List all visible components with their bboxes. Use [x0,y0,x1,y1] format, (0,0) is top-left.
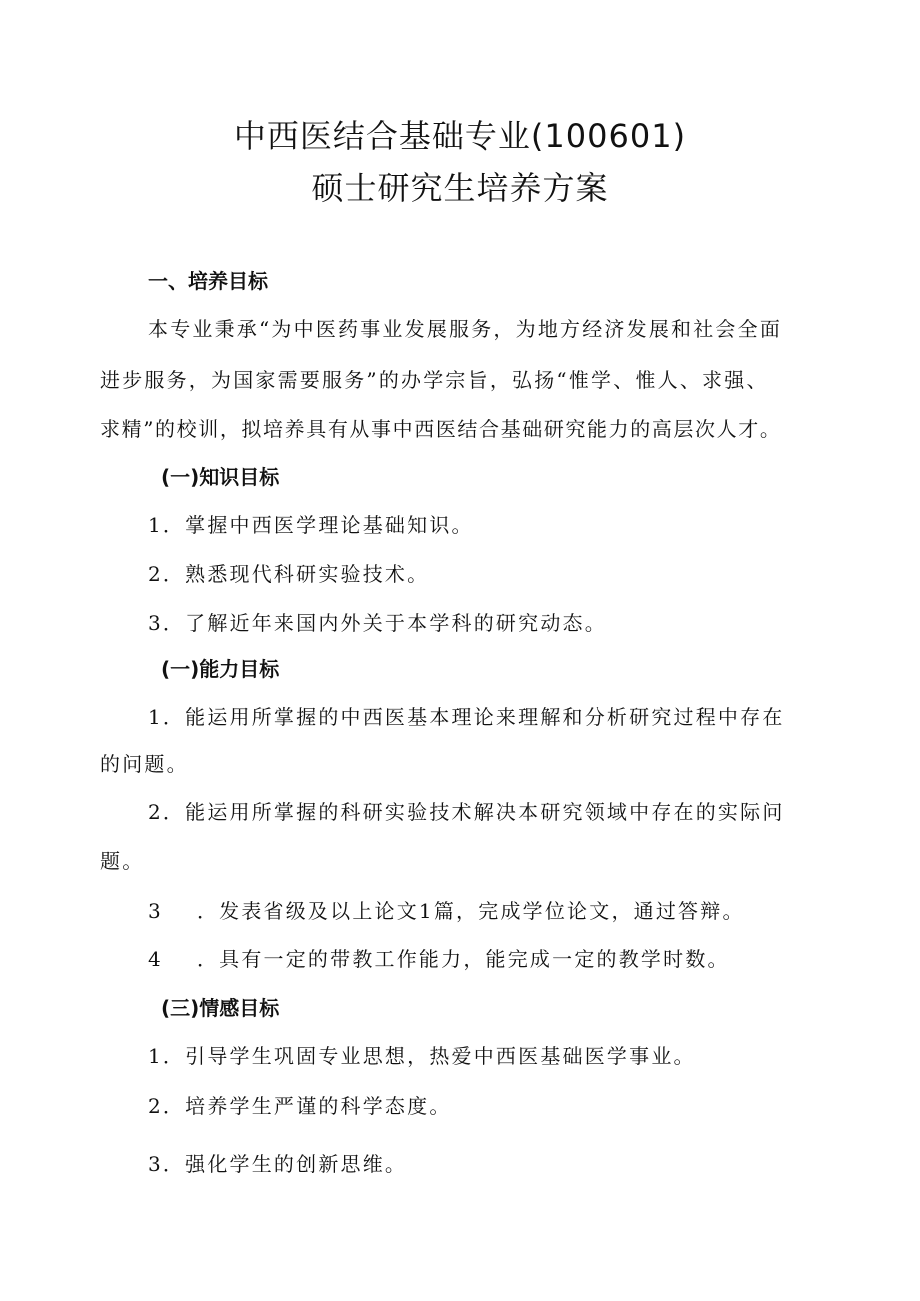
intro-paragraph-line: 求精”的校训，拟培养具有从事中西医结合基础研究能力的高层次人才。 [100,417,782,441]
intro-paragraph-line: 进步服务，为国家需要服务”的办学宗旨，弘扬“惟学、惟人、求强、 [100,368,769,392]
knowledge-item: 2．熟悉现代科研实验技术。 [148,562,430,586]
ability-item-line: 的问题。 [100,752,189,776]
emotion-item: 3．强化学生的创新思维。 [148,1152,408,1176]
ability-item-text: ．发表省级及以上论文1篇，完成学位论文，通过答辩。 [196,899,745,923]
emotion-item: 2．培养学生严谨的科学态度。 [148,1094,452,1118]
emotion-item: 1．引导学生巩固专业思想，热爱中西医基础医学事业。 [148,1044,696,1068]
subheading-ability-goals: (一)能力目标 [161,657,280,681]
knowledge-item: 3．了解近年来国内外关于本学科的研究动态。 [148,611,607,635]
ability-item-line: 1．能运用所掌握的中西医基本理论来理解和分析研究过程中存在 [148,705,785,729]
subheading-emotion-goals: (三)情感目标 [161,996,280,1020]
ability-item-4 [148,945,730,973]
intro-paragraph-line: 本专业秉承“为中医药事业发展服务，为地方经济发展和社会全面 [148,317,783,341]
ability-item-3 [148,897,745,925]
knowledge-item: 1．掌握中西医学理论基础知识。 [148,513,474,537]
document-title-line-1: 中西医结合基础专业(100601) [233,117,687,155]
subheading-knowledge-goals: (一)知识目标 [161,465,280,489]
ability-item-line: 2．能运用所掌握的科研实验技术解决本研究领域中存在的实际问 [148,800,785,824]
ability-item-line: 题。 [100,849,145,873]
ability-item-text: ．具有一定的带教工作能力，能完成一定的教学时数。 [196,947,730,971]
section-heading-training-goals: 一、培养目标 [148,269,268,293]
document-title-line-2: 硕士研究生培养方案 [311,169,609,207]
ability-item-number: 3 [148,899,163,923]
ability-item-number: 4 [148,947,163,971]
